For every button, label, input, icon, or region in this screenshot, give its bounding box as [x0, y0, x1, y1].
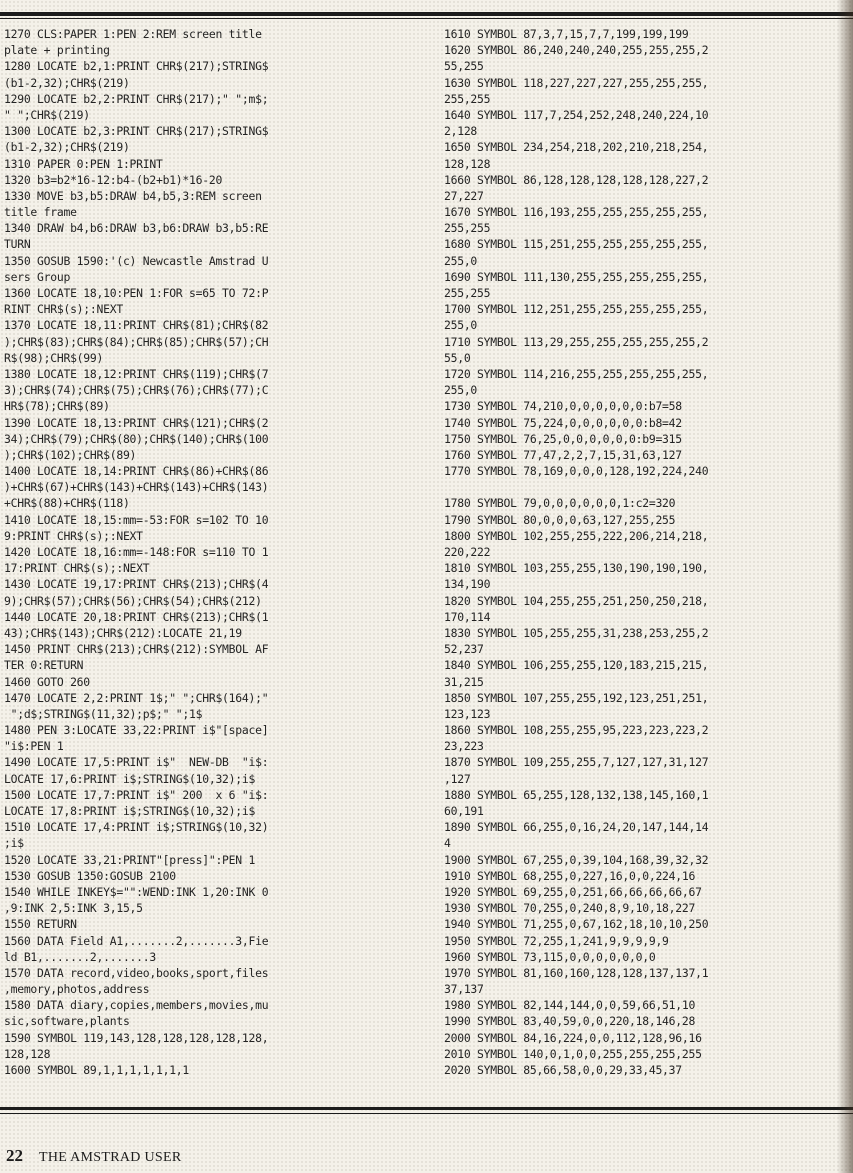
code-line: 1780 SYMBOL 79,0,0,0,0,0,0,1:c2=320 [444, 496, 676, 511]
code-line: 4 [444, 836, 451, 851]
code-line: 1730 SYMBOL 74,210,0,0,0,0,0,0:b7=58 [444, 399, 682, 414]
code-line: sers Group [4, 269, 71, 284]
code-line: 55,255 [444, 59, 484, 74]
code-line: 1380 LOCATE 18,12:PRINT CHR$(119);CHR$(7 [4, 366, 269, 381]
code-line: 255,0 [444, 318, 478, 333]
code-line: 1900 SYMBOL 67,255,0,39,104,168,39,32,32 [444, 852, 709, 867]
code-line: 37,137 [444, 982, 484, 997]
code-line: 1330 MOVE b3,b5:DRAW b4,b5,3:REM screen [4, 188, 262, 203]
bottom-rule [0, 1107, 853, 1110]
code-line: )+CHR$(67)+CHR$(143)+CHR$(143)+CHR$(143) [4, 480, 269, 495]
code-line: " ";CHR$(219) [4, 107, 90, 122]
code-line: 2000 SYMBOL 84,16,224,0,0,112,128,96,16 [444, 1030, 702, 1045]
code-line: +CHR$(88)+CHR$(118) [4, 496, 130, 511]
code-line: 1560 DATA Field A1,.......2,.......3,Fie [4, 933, 269, 948]
top-rule-thin [0, 18, 853, 19]
code-line: 220,222 [444, 545, 491, 559]
code-line: 1370 LOCATE 18,11:PRINT CHR$(81);CHR$(82 [4, 318, 269, 333]
code-line: 1850 SYMBOL 107,255,255,192,123,251,251, [444, 690, 709, 705]
code-line: 1950 SYMBOL 72,255,1,241,9,9,9,9,9 [444, 933, 669, 948]
code-line: 1940 SYMBOL 71,255,0,67,162,18,10,10,250 [444, 917, 709, 932]
code-line: 17:PRINT CHR$(s);:NEXT [4, 561, 150, 576]
code-line: 1270 CLS:PAPER 1:PEN 2:REM screen title [4, 27, 262, 41]
code-line: ,127 [444, 771, 471, 786]
code-line: 1320 b3=b2*16-12:b4-(b2+b1)*16-20 [4, 172, 223, 187]
code-line: 1720 SYMBOL 114,216,255,255,255,255,255, [444, 366, 709, 381]
code-line: 1450 PRINT CHR$(213);CHR$(212):SYMBOL AF [4, 642, 269, 657]
code-line: 1600 SYMBOL 89,1,1,1,1,1,1,1 [4, 1063, 190, 1077]
code-line: 1930 SYMBOL 70,255,0,240,8,9,10,18,227 [444, 901, 696, 916]
code-line: 1410 LOCATE 18,15:mm=-53:FOR s=102 TO 10 [4, 512, 269, 527]
bottom-rule-thin [0, 1113, 853, 1114]
code-line: 1430 LOCATE 19,17:PRINT CHR$(213);CHR$(4 [4, 577, 269, 592]
code-line: 55,0 [444, 350, 471, 365]
code-line: 1740 SYMBOL 75,224,0,0,0,0,0,0:b8=42 [444, 415, 682, 430]
code-line: 1460 GOTO 260 [4, 674, 90, 689]
code-line: 1710 SYMBOL 113,29,255,255,255,255,255,2 [444, 334, 709, 349]
code-line: 1420 LOCATE 18,16:mm=-148:FOR s=110 TO 1 [4, 545, 269, 559]
code-line: 255,255 [444, 91, 491, 106]
code-line: 1490 LOCATE 17,5:PRINT i$" NEW-DB "i$: [4, 755, 269, 770]
code-line: 1970 SYMBOL 81,160,160,128,128,137,137,1 [444, 965, 709, 980]
code-line: 1800 SYMBOL 102,255,255,222,206,214,218, [444, 528, 709, 543]
code-line: 1580 DATA diary,copies,members,movies,mu [4, 998, 269, 1013]
code-line: 1530 GOSUB 1350:GOSUB 2100 [4, 868, 176, 883]
listing-right-column [444, 26, 853, 1078]
code-line: 1690 SYMBOL 111,130,255,255,255,255,255, [444, 269, 709, 284]
code-line: 255,255 [444, 286, 491, 300]
page-footer [6, 1146, 181, 1166]
code-line: 23,223 [444, 739, 484, 754]
code-line: 128,128 [4, 1046, 51, 1061]
code-line: 1750 SYMBOL 76,25,0,0,0,0,0,0:b9=315 [444, 431, 682, 446]
code-line: 1570 DATA record,video,books,sport,files [4, 965, 269, 980]
code-line: 1390 LOCATE 18,13:PRINT CHR$(121);CHR$(2 [4, 415, 269, 430]
code-line: 1680 SYMBOL 115,251,255,255,255,255,255, [444, 237, 709, 252]
code-line: 1810 SYMBOL 103,255,255,130,190,190,190, [444, 561, 709, 576]
code-line: plate + printing [4, 43, 110, 58]
code-line: ld B1,.......2,.......3 [4, 949, 156, 964]
code-line: 170,114 [444, 609, 491, 624]
code-line: 1990 SYMBOL 83,40,59,0,0,220,18,146,28 [444, 1014, 696, 1029]
code-line: 1760 SYMBOL 77,47,2,2,7,15,31,63,127 [444, 447, 682, 462]
code-line: 1700 SYMBOL 112,251,255,255,255,255,255, [444, 302, 709, 317]
code-line: 1290 LOCATE b2,2:PRINT CHR$(217);" ";m$; [4, 91, 269, 106]
code-line: 1830 SYMBOL 105,255,255,31,238,253,255,2 [444, 625, 709, 640]
code-line: 1590 SYMBOL 119,143,128,128,128,128,128, [4, 1030, 269, 1045]
code-line: 1480 PEN 3:LOCATE 33,22:PRINT i$"[space] [4, 723, 269, 738]
code-line: 1920 SYMBOL 69,255,0,251,66,66,66,66,67 [444, 884, 702, 899]
code-line: 1310 PAPER 0:PEN 1:PRINT [4, 156, 163, 171]
code-line: 9);CHR$(57);CHR$(56);CHR$(54);CHR$(212) [4, 593, 262, 608]
code-line: TURN [4, 237, 31, 252]
code-line: );CHR$(102);CHR$(89) [4, 447, 137, 462]
code-line: 60,191 [444, 804, 484, 818]
code-line: LOCATE 17,6:PRINT i$;STRING$(10,32);i$ [4, 771, 256, 786]
code-line: 1860 SYMBOL 108,255,255,95,223,223,223,2 [444, 723, 709, 738]
code-line: 1470 LOCATE 2,2:PRINT 1$;" ";CHR$(164);" [4, 690, 269, 705]
code-line: 1360 LOCATE 18,10:PEN 1:FOR s=65 TO 72:P [4, 286, 269, 300]
code-line: 1820 SYMBOL 104,255,255,251,250,250,218, [444, 593, 709, 608]
code-line: 1910 SYMBOL 68,255,0,227,16,0,0,224,16 [444, 868, 696, 883]
code-line: (b1-2,32);CHR$(219) [4, 140, 130, 155]
code-line: 1350 GOSUB 1590:'(c) Newcastle Amstrad U [4, 253, 269, 268]
code-line: 255,0 [444, 253, 478, 268]
code-line: TER 0:RETURN [4, 658, 84, 673]
code-line: 1400 LOCATE 18,14:PRINT CHR$(86)+CHR$(86 [4, 464, 269, 479]
code-line: 128,128 [444, 156, 491, 171]
code-line: title frame [4, 205, 77, 220]
code-line: 255,255 [444, 221, 491, 236]
code-line: 134,190 [444, 577, 491, 592]
page-number: 22 [6, 1146, 23, 1165]
page-edge-shadow [837, 0, 853, 1173]
code-line: 1520 LOCATE 33,21:PRINT"[press]":PEN 1 [4, 852, 256, 867]
code-line: sic,software,plants [4, 1014, 130, 1029]
code-line: 1620 SYMBOL 86,240,240,240,255,255,255,2 [444, 43, 709, 58]
code-line: 1840 SYMBOL 106,255,255,120,183,215,215, [444, 658, 709, 673]
code-line: 1640 SYMBOL 117,7,254,252,248,240,224,10 [444, 107, 709, 122]
code-line: 1280 LOCATE b2,1:PRINT CHR$(217);STRING$ [4, 59, 269, 74]
code-line: );CHR$(83);CHR$(84);CHR$(85);CHR$(57);CH [4, 334, 269, 349]
code-line: 1300 LOCATE b2,3:PRINT CHR$(217);STRING$ [4, 124, 269, 139]
code-line: "i$:PEN 1 [4, 739, 64, 754]
code-line: 1790 SYMBOL 80,0,0,0,63,127,255,255 [444, 512, 676, 527]
code-line: 1660 SYMBOL 86,128,128,128,128,128,227,2 [444, 172, 709, 187]
code-line: 2020 SYMBOL 85,66,58,0,0,29,33,45,37 [444, 1063, 682, 1077]
code-line: 1610 SYMBOL 87,3,7,15,7,7,199,199,199 [444, 27, 689, 41]
code-line: HR$(78);CHR$(89) [4, 399, 110, 414]
code-line: 123,123 [444, 706, 491, 721]
code-line: 1500 LOCATE 17,7:PRINT i$" 200 x 6 "i$: [4, 787, 269, 802]
code-line: 9:PRINT CHR$(s);:NEXT [4, 528, 143, 543]
code-line: 1890 SYMBOL 66,255,0,16,24,20,147,144,14 [444, 820, 709, 835]
code-line: LOCATE 17,8:PRINT i$;STRING$(10,32);i$ [4, 804, 256, 818]
code-line: 27,227 [444, 188, 484, 203]
code-line: ,memory,photos,address [4, 982, 150, 997]
listing-left-column [4, 26, 430, 1078]
code-line: ,9:INK 2,5:INK 3,15,5 [4, 901, 143, 916]
code-line: 34);CHR$(79);CHR$(80);CHR$(140);CHR$(100 [4, 431, 269, 446]
magazine-name: THE AMSTRAD USER [39, 1150, 182, 1165]
code-line: 1510 LOCATE 17,4:PRINT i$;STRING$(10,32) [4, 820, 269, 835]
code-line: 3);CHR$(74);CHR$(75);CHR$(76);CHR$(77);C [4, 383, 269, 398]
code-line: 1960 SYMBOL 73,115,0,0,0,0,0,0,0 [444, 949, 656, 964]
code-line: 1670 SYMBOL 116,193,255,255,255,255,255, [444, 205, 709, 220]
code-line: 31,215 [444, 674, 484, 689]
code-line: (b1-2,32);CHR$(219) [4, 75, 130, 90]
code-line: RINT CHR$(s);:NEXT [4, 302, 123, 317]
code-line: 52,237 [444, 642, 484, 657]
top-rule [0, 12, 853, 16]
code-line: 1770 SYMBOL 78,169,0,0,0,128,192,224,240 [444, 464, 709, 479]
code-line: R$(98);CHR$(99) [4, 350, 104, 365]
code-line: 1880 SYMBOL 65,255,128,132,138,145,160,1 [444, 787, 709, 802]
code-line: 1630 SYMBOL 118,227,227,227,255,255,255, [444, 75, 709, 90]
code-line: 255,0 [444, 383, 478, 398]
code-line: ";d$;STRING$(11,32);p$;" ";1$ [4, 706, 203, 721]
code-line: 1340 DRAW b4,b6:DRAW b3,b6:DRAW b3,b5:RE [4, 221, 269, 236]
code-line: 43);CHR$(143);CHR$(212):LOCATE 21,19 [4, 625, 242, 640]
code-line: 1870 SYMBOL 109,255,255,7,127,127,31,127 [444, 755, 709, 770]
code-line: ;i$ [4, 836, 24, 851]
code-line: 2010 SYMBOL 140,0,1,0,0,255,255,255,255 [444, 1046, 702, 1061]
code-line: 1540 WHILE INKEY$="":WEND:INK 1,20:INK 0 [4, 884, 269, 899]
code-line: 1980 SYMBOL 82,144,144,0,0,59,66,51,10 [444, 998, 696, 1013]
code-line: 2,128 [444, 124, 478, 139]
blank-line [444, 479, 853, 495]
code-line: 1650 SYMBOL 234,254,218,202,210,218,254, [444, 140, 709, 155]
code-line: 1440 LOCATE 20,18:PRINT CHR$(213);CHR$(1 [4, 609, 269, 624]
code-line: 1550 RETURN [4, 917, 77, 932]
